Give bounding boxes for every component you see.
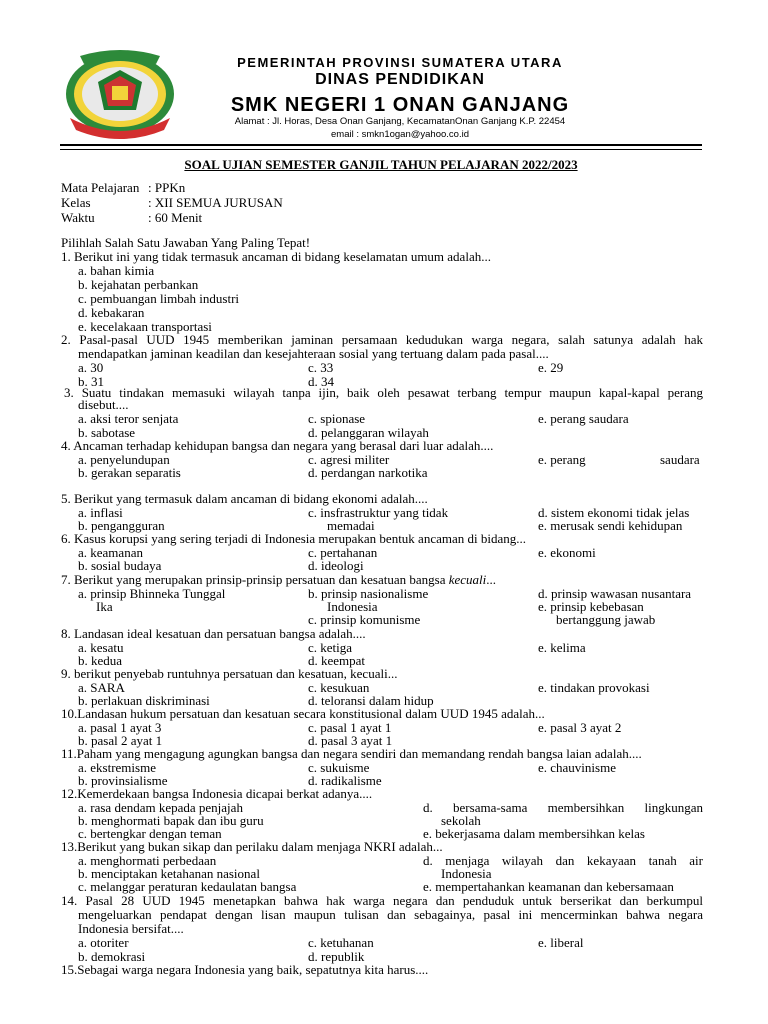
q9-option-b: b. perlakuan diskriminasi	[78, 693, 210, 708]
q2-option-e: e. 29	[538, 360, 564, 375]
question-2-stem: 2. Pasal-pasal UUD 1945 memberikan jaminan persamaan kedudukan warga negara, salah satunya adalah hak	[61, 332, 703, 347]
q2-option-c: c. 33	[308, 360, 334, 375]
q5-option-a: a. inflasi	[78, 505, 123, 520]
q3-option-e: e. perang saudara	[538, 411, 629, 426]
q8-option-b: b. kedua	[78, 653, 123, 668]
header-rule-thick	[60, 144, 702, 146]
q7-option-b: b. prinsip nasionalisme	[308, 586, 429, 601]
q13-option-a: a. menghormati perbedaan	[78, 853, 217, 868]
time-value: : 60 Menit	[148, 210, 203, 225]
q1-option-e: e. kecelakaan transportasi	[78, 319, 212, 334]
q6-option-d: d. ideologi	[308, 558, 364, 573]
question-10-stem: 10.Landasan hukum persatuan dan kesatuan secara konstitusional dalam UUD 1945 adalah...	[61, 706, 545, 721]
question-7-stem-text: 7. Berikut yang merupakan prinsip-prinsip persatuan dan kesatuan bangsa	[61, 572, 446, 587]
question-4-stem: 4. Ancaman terhadap kehidupan bangsa dan negara yang berasal dari luar adalah....	[61, 438, 494, 453]
q10-option-d: d. pasal 3 ayat 1	[308, 733, 393, 748]
q5-option-c: c. insfrastruktur yang tidak	[308, 505, 449, 520]
q4-option-e-cont: saudara	[660, 452, 700, 467]
q8-option-c: c. ketiga	[308, 640, 353, 655]
exam-title: SOAL UJIAN SEMESTER GANJIL TAHUN PELAJARAN 2022/2023	[184, 157, 578, 172]
question-6-stem: 6. Kasus korupsi yang sering terjadi di Indonesia merupakan bentuk ancaman di bidang...	[61, 531, 526, 546]
question-13-stem: 13.Berikut yang bukan sikap dan perilaku dalam menjaga NKRI adalah...	[61, 839, 443, 854]
q4-option-e: e. perang	[538, 452, 586, 467]
q8-option-a: a. kesatu	[78, 640, 124, 655]
header-department: DINAS PENDIDIKAN	[315, 71, 485, 88]
q5-option-e: e. merusak sendi kehidupan	[538, 518, 683, 533]
q3-option-c: c. spionase	[308, 411, 366, 426]
class-label: Kelas	[61, 195, 91, 210]
question-7-stem	[61, 573, 496, 587]
q8-option-e: e. kelima	[538, 640, 586, 655]
q6-option-c: c. pertahanan	[308, 545, 378, 560]
q3-option-a: a. aksi teror senjata	[78, 411, 179, 426]
q11-option-c: c. sukuisme	[308, 760, 370, 775]
question-5-stem: 5. Berikut yang termasuk dalam ancaman di bidang ekonomi adalah....	[61, 491, 428, 506]
q14-option-e: e. liberal	[538, 935, 584, 950]
q7-option-e-cont: bertanggung jawab	[556, 612, 656, 627]
q6-option-e: e. ekonomi	[538, 545, 596, 560]
q12-option-a: a. rasa dendam kepada penjajah	[78, 800, 243, 815]
instruction: Pilihlah Salah Satu Jawaban Yang Paling Tepat!	[61, 235, 311, 250]
q7-option-d: d. prinsip wawasan nusantara	[538, 586, 692, 601]
q12-option-d-cont: sekolah	[441, 813, 481, 828]
q5-option-b: b. pengangguran	[78, 518, 165, 533]
q7-option-c: c. prinsip komunisme	[308, 612, 421, 627]
q14-option-c: c. ketuhanan	[308, 935, 374, 950]
q14-option-a: a. otoriter	[78, 935, 129, 950]
q13-option-c: c. melanggar peraturan kedaulatan bangsa	[78, 879, 297, 894]
q11-option-d: d. radikalisme	[308, 773, 382, 788]
question-15-stem: 15.Sebagai warga negara Indonesia yang baik, sepatutnya kita harus....	[61, 962, 429, 977]
q13-option-b: b. menciptakan ketahanan nasional	[78, 866, 260, 881]
q7-option-a: a. prinsip Bhinneka Tunggal	[78, 586, 226, 601]
question-3-stem: 3. Suatu tindakan memasuki wilayah tanpa ijin, baik oleh pesawat terbang tempur maupun kapal-kapal perang	[64, 385, 703, 400]
q12-option-e: e. bekerjasama dalam membersihkan kelas	[423, 826, 645, 841]
q11-option-a: a. ekstremisme	[78, 760, 156, 775]
q7-option-e: e. prinsip kebebasan	[538, 599, 644, 614]
question-9-stem: 9. berikut penyebab runtuhnya persatuan dan kesatuan, kecuali...	[61, 666, 398, 681]
q7-option-a-cont: Ika	[96, 599, 113, 614]
q4-option-b: b. gerakan separatis	[78, 465, 181, 480]
q9-option-e: e. tindakan provokasi	[538, 680, 650, 695]
q4-option-d: d. perdangan narkotika	[308, 465, 428, 480]
q12-option-d: d. bersama-sama membersihkan lingkungan	[423, 800, 703, 815]
q13-option-e: e. mempertahankan keamanan dan kebersamaan	[423, 879, 674, 894]
q1-option-a: a. bahan kimia	[78, 263, 155, 278]
subject-value: : PPKn	[148, 180, 186, 195]
q12-option-b: b. menghormati bapak dan ibu guru	[78, 813, 264, 828]
q10-option-c: c. pasal 1 ayat 1	[308, 720, 392, 735]
q8-option-d: d. keempat	[308, 653, 366, 668]
q2-option-b: b. 31	[78, 374, 104, 389]
header-school-name: SMK NEGERI 1 ONAN GANJANG	[230, 94, 570, 116]
question-7-stem-italic: kecuali	[448, 572, 487, 587]
header-email: email : smkn1ogan@yahoo.co.id	[331, 129, 469, 140]
q12-option-c: c. bertengkar dengan teman	[78, 826, 222, 841]
q3-option-d: d. pelanggaran wilayah	[308, 425, 429, 440]
class-value: : XII SEMUA JURUSAN	[148, 195, 283, 210]
q5-option-d: d. sistem ekonomi tidak jelas	[538, 505, 690, 520]
question-12-stem: 12.Kemerdekaan bangsa Indonesia dicapai berkat adanya....	[61, 786, 373, 801]
question-14-stem-cont: mengeluarkan pendapat dengan lisan maupun tulisan dan sebagainya, pasal ini mencerminkan bahwa negara	[78, 907, 703, 922]
q10-option-b: b. pasal 2 ayat 1	[78, 733, 163, 748]
q6-option-a: a. keamanan	[78, 545, 143, 560]
q2-option-d: d. 34	[308, 374, 334, 389]
q9-option-a: a. SARA	[78, 680, 125, 695]
q13-option-d: d. menjaga wilayah dan kekayaan tanah air	[423, 853, 703, 868]
time-label: Waktu	[61, 210, 95, 225]
q11-option-b: b. provinsialisme	[78, 773, 168, 788]
question-7-stem-end: ...	[486, 572, 497, 587]
question-14-stem: 14. Pasal 28 UUD 1945 menetapkan bahwa hak warga negara dan penduduk untuk berserikat dan berkumpul	[61, 893, 703, 908]
header-government: PEMERINTAH PROVINSI SUMATERA UTARA	[237, 55, 563, 70]
provincial-emblem-logo	[60, 48, 180, 140]
q3-option-b: b. sabotase	[78, 425, 136, 440]
q5-option-c-cont: memadai	[327, 518, 375, 533]
q14-option-d: d. republik	[308, 949, 365, 964]
question-2-stem-cont: mendapatkan jaminan keadilan dan kesejahteraan sosial yang tertuang dalam pada pasal....	[78, 346, 549, 361]
q1-option-d: d. kebakaran	[78, 305, 145, 320]
q11-option-e: e. chauvinisme	[538, 760, 616, 775]
q9-option-d: d. teloransi dalam hidup	[308, 693, 434, 708]
q1-option-b: b. kejahatan perbankan	[78, 277, 199, 292]
question-14-stem-end: Indonesia bersifat....	[78, 921, 184, 936]
question-8-stem: 8. Landasan ideal kesatuan dan persatuan bangsa adalah....	[61, 626, 366, 641]
q10-option-a: a. pasal 1 ayat 3	[78, 720, 162, 735]
q13-option-d-cont: Indonesia	[441, 866, 492, 881]
q4-option-a: a. penyelundupan	[78, 452, 170, 467]
q10-option-e: e. pasal 3 ayat 2	[538, 720, 622, 735]
q9-option-c: c. kesukuan	[308, 680, 370, 695]
q6-option-b: b. sosial budaya	[78, 558, 162, 573]
question-11-stem: 11.Paham yang mengagung agungkan bangsa dan negara sendiri dan memandang rendah bangsa laian adalah....	[61, 746, 642, 761]
q14-option-b: b. demokrasi	[78, 949, 146, 964]
q7-option-b-cont: Indonesia	[327, 599, 378, 614]
q2-option-a: a. 30	[78, 360, 104, 375]
header-rule-thin	[60, 149, 702, 150]
header-address: Alamat : Jl. Horas, Desa Onan Ganjang, KecamatanOnan Ganjang K.P. 22454	[234, 116, 566, 127]
subject-label: Mata Pelajaran	[61, 180, 140, 195]
q4-option-c: c. agresi militer	[308, 452, 390, 467]
question-3-stem-cont: disebut....	[78, 397, 129, 412]
question-1-stem: 1. Berikut ini yang tidak termasuk ancaman di bidang keselamatan umum adalah...	[61, 249, 491, 264]
q1-option-c: c. pembuangan limbah industri	[78, 291, 240, 306]
